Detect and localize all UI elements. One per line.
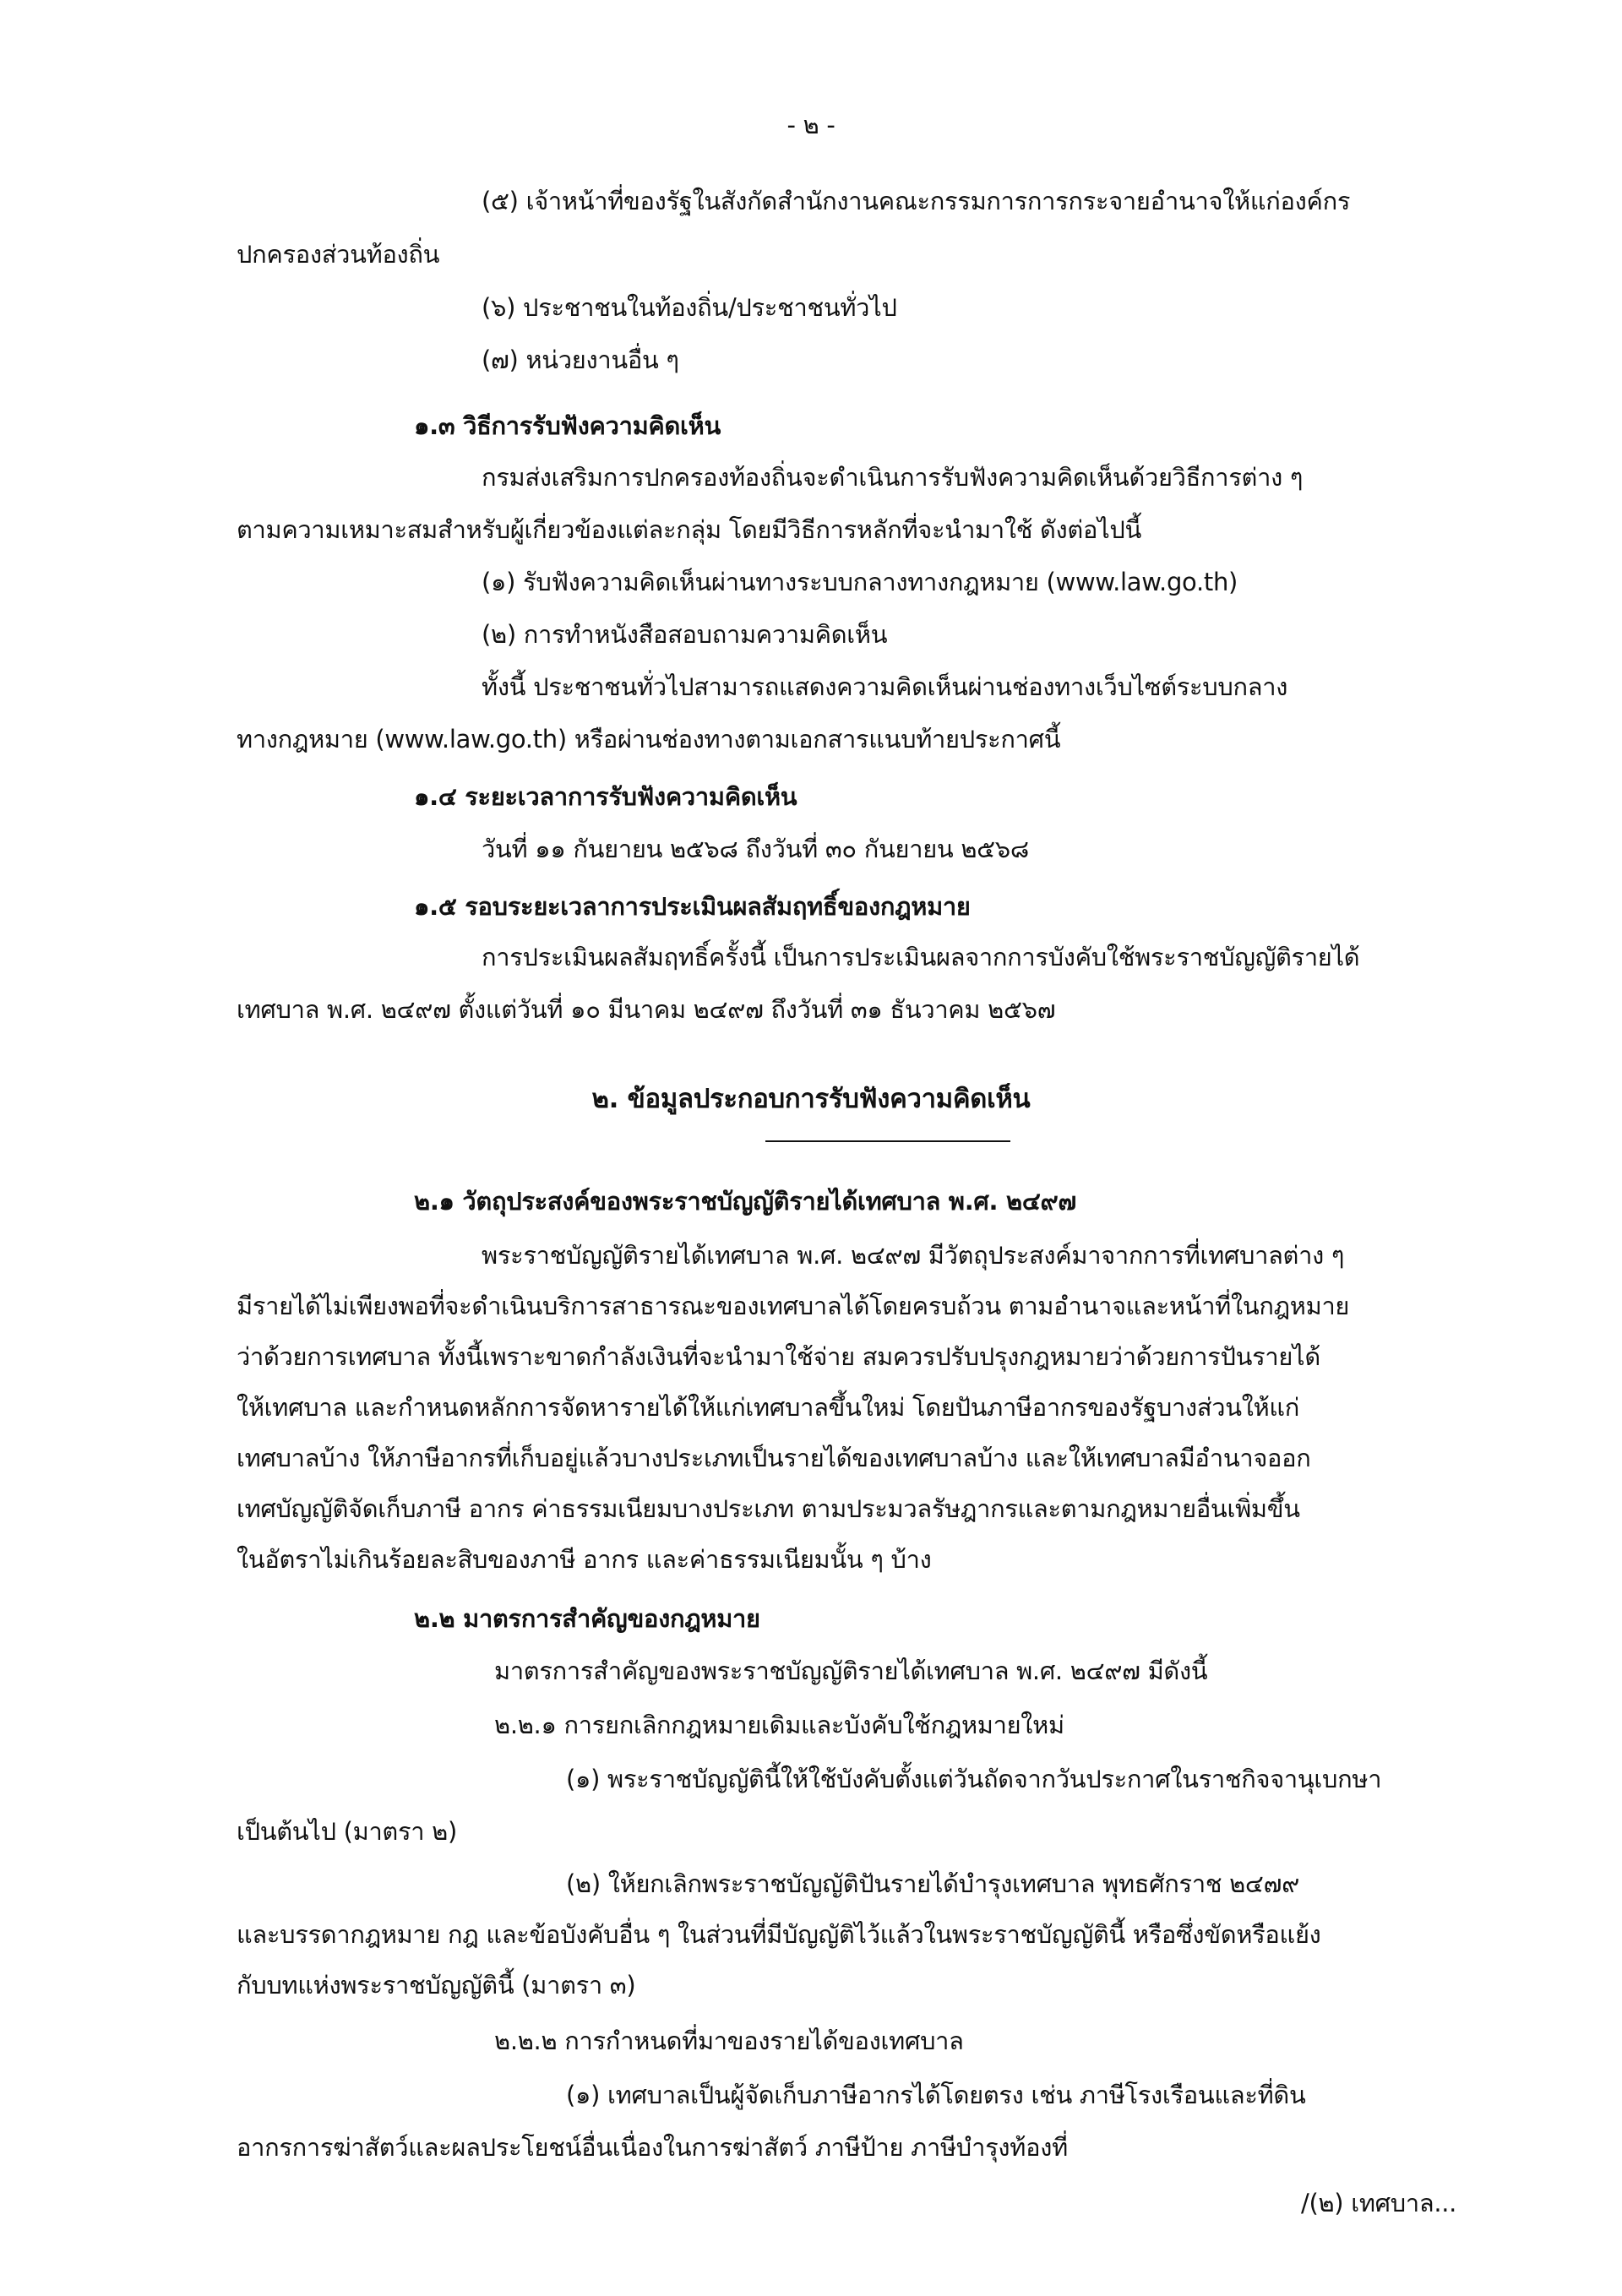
- continuation-marker: /(๒) เทศบาล...: [1301, 2189, 1457, 2217]
- heading-1-3: ๑.๓ วิธีการรับฟังความคิดเห็น: [414, 411, 721, 440]
- measures-intro: มาตรการสำคัญของพระราชบัญญัติรายได้เทศบาล พ.ศ. ๒๔๙๗ มีดังนี้: [494, 1657, 1208, 1685]
- assessment-line-2: เทศบาล พ.ศ. ๒๔๙๗ ตั้งแต่วันที่ ๑๐ มีนาคม ๒๔๙๗ ถึงวันที่ ๓๑ ธันวาคม ๒๕๖๗: [237, 995, 1056, 1024]
- note-line-2: ทางกฎหมาย (www.law.go.th) หรือผ่านช่องทางตามเอกสารแนบท้ายประกาศนี้: [237, 725, 1061, 754]
- sub1-item-2-line-3: กับบทแห่งพระราชบัญญัตินี้ (มาตรา ๓): [237, 1971, 636, 1999]
- objective-line: ว่าด้วยการเทศบาล ทั้งนี้เพราะขาดกำลังเงินที่จะนำมาใช้จ่าย สมควรปรับปรุงกฎหมายว่าด้วยการปันรายได้: [237, 1342, 1320, 1371]
- section-2-title: ๒. ข้อมูลประกอบการรับฟังความคิดเห็น: [591, 1084, 1031, 1114]
- method-item-2: (๒) การทำหนังสือสอบถามความคิดเห็น: [482, 620, 888, 649]
- heading-2-2: ๒.๒ มาตรการสำคัญของกฎหมาย: [414, 1604, 760, 1633]
- sub1-item-1-line-1: (๑) พระราชบัญญัตินี้ให้ใช้บังคับตั้งแต่วันถัดจากวันประกาศในราชกิจจานุเบกษา: [566, 1765, 1382, 1793]
- note-line-1: ทั้งนี้ ประชาชนทั่วไปสามารถแสดงความคิดเห็นผ่านช่องทางเว็บไซต์ระบบกลาง: [482, 672, 1288, 701]
- objective-line: ในอัตราไม่เกินร้อยละสิบของภาษี อากร และค่าธรรมเนียมนั้น ๆ บ้าง: [237, 1545, 932, 1574]
- list-item-5-line-2: ปกครองส่วนท้องถิ่น: [237, 240, 440, 269]
- heading-2-1: ๒.๑ วัตถุประสงค์ของพระราชบัญญัติรายได้เทศบาล พ.ศ. ๒๔๙๗: [414, 1187, 1076, 1216]
- subheading-2-2-2: ๒.๒.๒ การกำหนดที่มาของรายได้ของเทศบาล: [494, 2027, 964, 2055]
- sub1-item-2-line-2: และบรรดากฎหมาย กฎ และข้อบังคับอื่น ๆ ในส่วนที่มีบัญญัติไว้แล้วในพระราชบัญญัตินี้ หรือซึ่งขัดหรือแย้ง: [237, 1920, 1321, 1949]
- objective-line: ให้เทศบาล และกำหนดหลักการจัดหารายได้ให้แก่เทศบาลขึ้นใหม่ โดยปันภาษีอากรของรัฐบางส่วนให้แก่: [237, 1393, 1300, 1422]
- list-item-6: (๖) ประชาชนในท้องถิ่น/ประชาชนทั่วไป: [482, 293, 897, 322]
- period-text: วันที่ ๑๑ กันยายน ๒๕๖๘ ถึงวันที่ ๓๐ กันยายน ๒๕๖๘: [482, 835, 1029, 863]
- sub2-item-1-line-2: อากรการฆ่าสัตว์และผลประโยชน์อื่นเนื่องในการฆ่าสัตว์ ภาษีป้าย ภาษีบำรุงท้องที่: [237, 2133, 1068, 2162]
- objective-line: เทศบาลบ้าง ให้ภาษีอากรที่เก็บอยู่แล้วบางประเภทเป็นรายได้ของเทศบาลบ้าง และให้เทศบาลมีอำนาจออก: [237, 1444, 1311, 1472]
- sub1-item-2-line-1: (๒) ให้ยกเลิกพระราชบัญญัติปันรายได้บำรุงเทศบาล พุทธศักราช ๒๔๗๙: [566, 1869, 1300, 1898]
- objective-line: มีรายได้ไม่เพียงพอที่จะดำเนินบริการสาธารณะของเทศบาลได้โดยครบถ้วน ตามอำนาจและหน้าที่ในกฎหมาย: [237, 1292, 1350, 1320]
- sub1-item-1-line-2: เป็นต้นไป (มาตรา ๒): [237, 1817, 457, 1846]
- objective-line: พระราชบัญญัติรายได้เทศบาล พ.ศ. ๒๔๙๗ มีวัตถุประสงค์มาจากการที่เทศบาลต่าง ๆ: [482, 1241, 1345, 1270]
- list-item-7: (๗) หน่วยงานอื่น ๆ: [482, 345, 679, 374]
- title-underline: [765, 1140, 1010, 1142]
- list-item-5-line-1: (๕) เจ้าหน้าที่ของรัฐในสังกัดสำนักงานคณะกรรมการการกระจายอำนาจให้แก่องค์กร: [482, 187, 1351, 215]
- method-item-1: (๑) รับฟังความคิดเห็นผ่านทางระบบกลางทางกฎหมาย (www.law.go.th): [482, 568, 1238, 596]
- assessment-line-1: การประเมินผลสัมฤทธิ์ครั้งนี้ เป็นการประเมินผลจากการบังคับใช้พระราชบัญญัติรายได้: [482, 943, 1360, 971]
- paragraph-1-3-line-2: ตามความเหมาะสมสำหรับผู้เกี่ยวข้องแต่ละกลุ่ม โดยมีวิธีการหลักที่จะนำมาใช้ ดังต่อไปนี้: [237, 515, 1141, 544]
- sub2-item-1-line-1: (๑) เทศบาลเป็นผู้จัดเก็บภาษีอากรได้โดยตรง เช่น ภาษีโรงเรือนและที่ดิน: [566, 2081, 1306, 2109]
- heading-1-4: ๑.๔ ระยะเวลาการรับฟังความคิดเห็น: [414, 782, 797, 811]
- heading-1-5: ๑.๕ รอบระยะเวลาการประเมินผลสัมฤทธิ์ของกฎหมาย: [414, 892, 971, 921]
- paragraph-1-3-line-1: กรมส่งเสริมการปกครองท้องถิ่นจะดำเนินการรับฟังความคิดเห็นด้วยวิธีการต่าง ๆ: [482, 463, 1304, 492]
- subheading-2-2-1: ๒.๒.๑ การยกเลิกกฎหมายเดิมและบังคับใช้กฎหมายใหม่: [494, 1711, 1064, 1739]
- objective-line: เทศบัญญัติจัดเก็บภาษี อากร ค่าธรรมเนียมบางประเภท ตามประมวลรัษฎากรและตามกฎหมายอื่นเพิ่มขึ้น: [237, 1494, 1300, 1523]
- page-number: - ๒ -: [787, 111, 835, 139]
